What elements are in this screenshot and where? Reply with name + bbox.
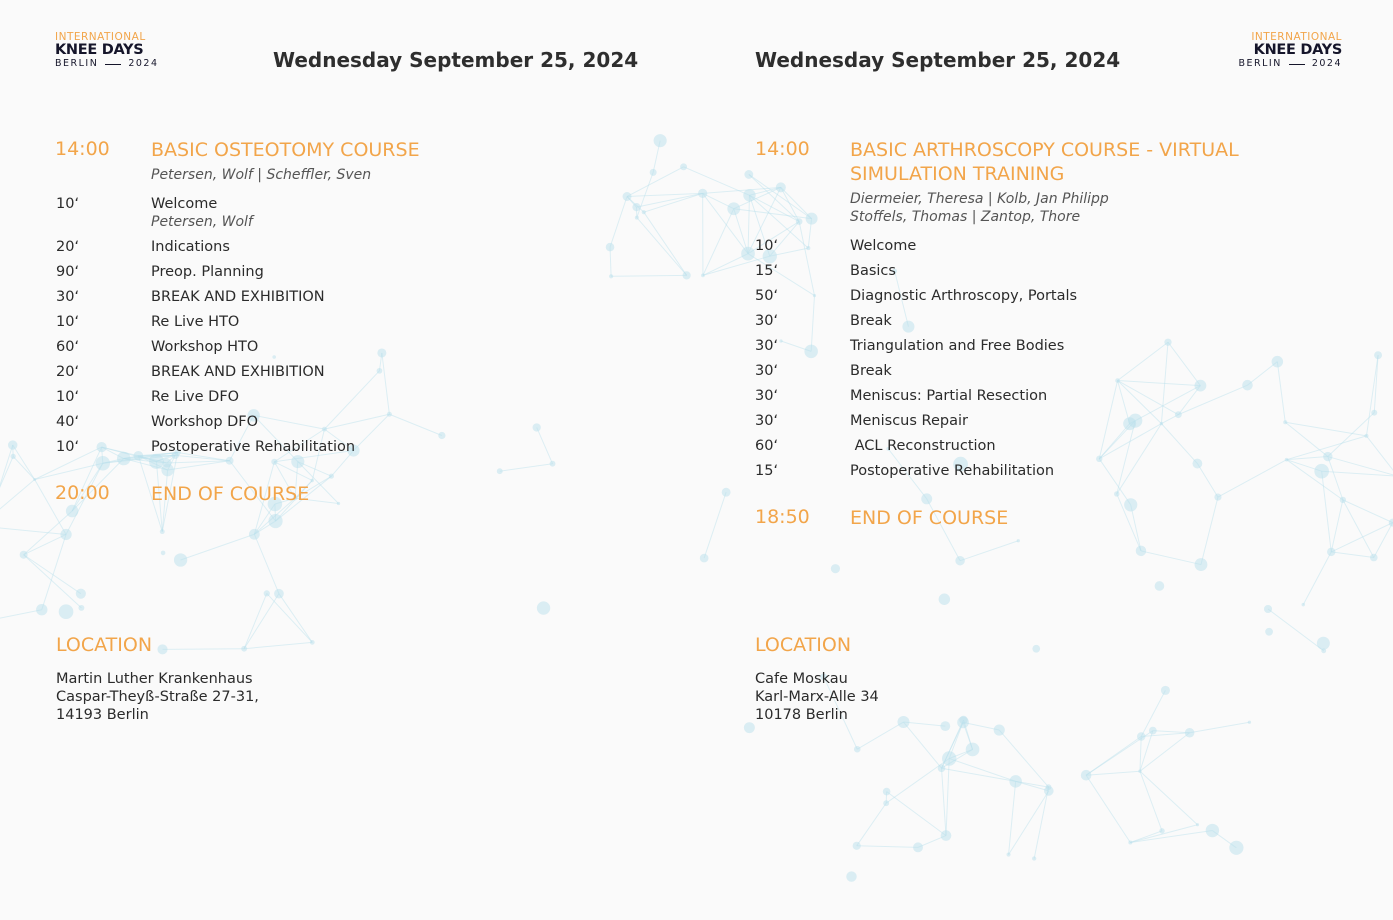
row-duration: 10‘ — [56, 196, 80, 212]
row-duration: 50‘ — [755, 288, 779, 304]
address-line: Caspar-Theyß-Straße 27-31, — [56, 689, 259, 705]
logo-line3 — [1232, 58, 1342, 70]
row-title: Re Live DFO — [151, 389, 240, 405]
schedule-row — [56, 337, 576, 357]
schedule-row — [755, 386, 1275, 406]
row-duration: 20‘ — [56, 239, 80, 255]
row-duration: 40‘ — [56, 414, 80, 430]
row-duration: 30‘ — [755, 413, 779, 429]
schedule-row — [755, 286, 1275, 306]
row-duration: 10‘ — [56, 314, 80, 330]
end-label: END OF COURSE — [850, 507, 1009, 529]
course-speakers — [850, 190, 1290, 226]
page-date: Wednesday September 25, 2024 — [755, 48, 1121, 72]
logo-city: BERLIN — [1238, 58, 1282, 69]
row-duration: 30‘ — [56, 289, 80, 305]
address-line: 10178 Berlin — [755, 707, 848, 723]
address-line: Karl-Marx-Alle 34 — [755, 689, 879, 705]
schedule-row — [755, 461, 1275, 481]
schedule-row — [56, 312, 576, 332]
row-duration: 30‘ — [755, 388, 779, 404]
row-duration: 15‘ — [755, 463, 779, 479]
logo-line1: INTERNATIONAL — [1251, 31, 1342, 43]
speaker-line: Petersen, Wolf | Scheffler, Sven — [151, 167, 372, 183]
address-line: Cafe Moskau — [755, 671, 848, 687]
row-duration: 30‘ — [755, 363, 779, 379]
schedule-row — [755, 336, 1275, 356]
right-page — [697, 0, 1393, 920]
schedule-row — [56, 262, 576, 282]
schedule-row — [56, 362, 576, 382]
course-title: BASIC ARTHROSCOPY COURSE - VIRTUAL SIMULATION TRAINING — [850, 139, 1239, 185]
row-speaker: Petersen, Wolf — [151, 214, 253, 230]
row-title: Indications — [151, 239, 230, 255]
schedule-row — [56, 412, 576, 432]
end-time: 20:00 — [55, 482, 110, 504]
start-time: 14:00 — [755, 138, 810, 160]
row-duration: 60‘ — [755, 438, 779, 454]
location-address — [755, 670, 879, 724]
row-duration: 90‘ — [56, 264, 80, 280]
row-duration: 10‘ — [755, 238, 779, 254]
logo-dash — [1289, 64, 1305, 65]
end-time: 18:50 — [755, 506, 810, 528]
row-duration: 20‘ — [56, 364, 80, 380]
start-time: 14:00 — [55, 138, 110, 160]
address-line: 14193 Berlin — [56, 707, 149, 723]
location-heading: LOCATION — [56, 634, 153, 656]
location-heading: LOCATION — [755, 634, 852, 656]
row-title: Triangulation and Free Bodies — [850, 338, 1065, 354]
address-line: Martin Luther Krankenhaus — [56, 671, 253, 687]
row-title: Postoperative Rehabilitation — [151, 439, 356, 455]
logo-dash — [105, 64, 121, 65]
schedule-row — [755, 261, 1275, 281]
schedule-row — [56, 387, 576, 407]
logo-line3 — [55, 58, 165, 70]
schedule-row — [56, 287, 576, 307]
course-title: BASIC OSTEOTOMY COURSE — [151, 139, 420, 161]
logo-line2: KNEE DAYS — [1253, 42, 1342, 58]
speaker-line: Diermeier, Theresa | Kolb, Jan Philipp — [850, 191, 1109, 207]
schedule-row — [755, 311, 1275, 331]
row-title: Workshop HTO — [151, 339, 259, 355]
row-title: Break — [850, 363, 892, 379]
event-logo — [55, 32, 165, 70]
logo-line1: INTERNATIONAL — [55, 31, 146, 43]
schedule-row — [755, 361, 1275, 381]
speaker-line: Stoffels, Thomas | Zantop, Thore — [850, 209, 1081, 225]
row-duration: 10‘ — [56, 439, 80, 455]
row-duration: 30‘ — [755, 338, 779, 354]
row-title: Welcome — [151, 196, 218, 212]
logo-line2: KNEE DAYS — [55, 42, 144, 58]
logo-year: 2024 — [128, 58, 159, 69]
page-date: Wednesday September 25, 2024 — [273, 48, 639, 72]
row-duration: 60‘ — [56, 339, 80, 355]
row-title: Workshop DFO — [151, 414, 259, 430]
schedule-row — [56, 237, 576, 257]
row-duration: 30‘ — [755, 313, 779, 329]
course-speakers — [151, 166, 591, 184]
logo-year: 2024 — [1311, 58, 1342, 69]
row-duration: 10‘ — [56, 389, 80, 405]
schedule-row — [56, 437, 576, 457]
event-logo — [1232, 32, 1342, 70]
row-title: Welcome — [850, 238, 917, 254]
row-title: ACL Reconstruction — [850, 438, 996, 454]
row-title: Diagnostic Arthroscopy, Portals — [850, 288, 1078, 304]
left-page — [0, 0, 696, 920]
row-title: Basics — [850, 263, 896, 279]
row-title: Re Live HTO — [151, 314, 240, 330]
row-title: Meniscus Repair — [850, 413, 968, 429]
location-address — [56, 670, 259, 724]
schedule-row — [755, 436, 1275, 456]
schedule-row — [755, 411, 1275, 431]
row-title: Postoperative Rehabilitation — [850, 463, 1055, 479]
row-duration: 15‘ — [755, 263, 779, 279]
row-title: BREAK AND EXHIBITION — [151, 364, 325, 380]
schedule-row — [755, 236, 1275, 256]
logo-city: BERLIN — [55, 58, 99, 69]
end-label: END OF COURSE — [151, 483, 310, 505]
row-title: Preop. Planning — [151, 264, 264, 280]
row-title: Break — [850, 313, 892, 329]
schedule-row — [56, 194, 576, 230]
row-title: Meniscus: Partial Resection — [850, 388, 1048, 404]
row-title: BREAK AND EXHIBITION — [151, 289, 325, 305]
